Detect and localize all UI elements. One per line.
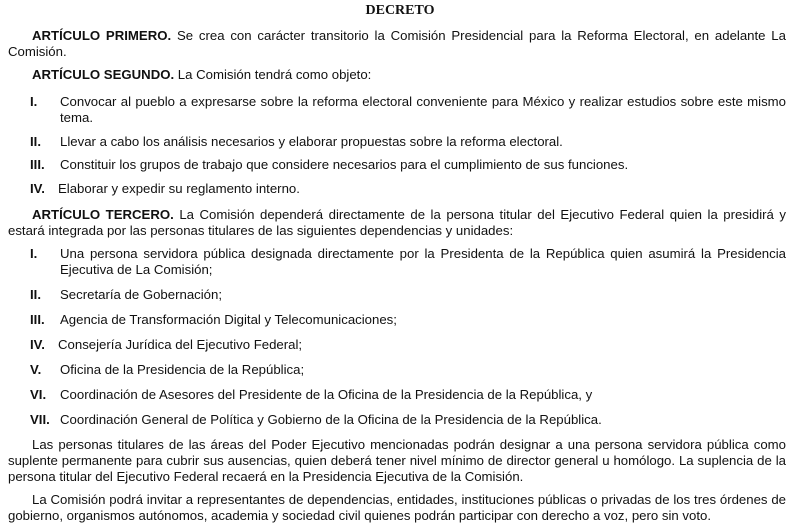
list-item-number: III. — [30, 312, 45, 327]
list-item-number: I. — [30, 246, 38, 261]
article-first-text: Se crea con carácter transitorio la Comisión Presidencial para la Reforma Electoral, en adelante La Comisión. — [8, 28, 786, 59]
list-item-number: VI. — [30, 387, 47, 402]
list-item-text: Coordinación General de Política y Gobierno de la Oficina de la Presidencia de la República. — [60, 412, 602, 427]
list-item-text: Consejería Jurídica del Ejecutivo Federal; — [58, 337, 303, 352]
paragraph-invitations: La Comisión podrá invitar a representantes de dependencias, entidades, instituciones públicas o privadas de los tres órdenes de gobierno, organismos autónomos, academia y sociedad civil quienes podrán participar con derecho a voz, pero sin voto. — [8, 492, 786, 523]
article-first — [8, 28, 786, 60]
list-item-number: III. — [30, 157, 45, 172]
article-third-text: La Comisión dependerá directamente de la persona titular del Ejecutivo Federal quien la presidirá y estará integrada por las personas titulares de las siguientes dependencias y unidades: — [8, 207, 786, 238]
article-first-heading: ARTÍCULO PRIMERO. — [32, 28, 172, 43]
list-item-number: VII. — [30, 412, 50, 427]
list-item-text: Coordinación de Asesores del Presidente de la Oficina de la Presidencia de la República, y — [60, 387, 593, 402]
list-item-number: II. — [30, 134, 41, 149]
list-item-text: Convocar al pueblo a expresarse sobre la reforma electoral conveniente para México y realizar estudios sobre este mismo tema. — [60, 94, 786, 125]
article-third-heading: ARTÍCULO TERCERO. — [32, 207, 174, 222]
list-item-number: V. — [30, 362, 42, 377]
list-item-number: I. — [30, 94, 38, 109]
article-second — [8, 67, 786, 83]
list-item-number: II. — [30, 287, 41, 302]
list-item-text: Oficina de la Presidencia de la República; — [60, 362, 305, 377]
list-item-number: IV. — [30, 181, 45, 196]
list-item-text: Secretaría de Gobernación; — [60, 287, 223, 302]
article-second-text: La Comisión tendrá como objeto: — [174, 67, 372, 82]
list-item-text: Agencia de Transformación Digital y Telecomunicaciones; — [60, 312, 397, 327]
article-second-heading: ARTÍCULO SEGUNDO. — [32, 67, 175, 82]
list-item-text: Elaborar y expedir su reglamento interno. — [58, 181, 300, 196]
paragraph-substitutes: Las personas titulares de las áreas del Poder Ejecutivo mencionadas podrán designar a una persona servidora pública como suplente permanente para cubrir sus ausencias, quien deberá tener nivel mínimo de director general u homólogo. La suplencia de la persona titular del Ejecutivo Federal recaerá en la Presidencia Ejecutiva de la Comisión. — [8, 437, 786, 484]
document-title: DECRETO — [365, 3, 435, 18]
list-item-text: Una persona servidora pública designada directamente por la Presidenta de la República quien asumirá la Presidencia Ejecutiva de La Comisión; — [60, 246, 786, 277]
list-item-text: Llevar a cabo los análisis necesarios y elaborar propuestas sobre la reforma electoral. — [60, 134, 563, 149]
list-item-text: Constituir los grupos de trabajo que considere necesarios para el cumplimiento de sus funciones. — [60, 157, 629, 172]
article-third — [8, 207, 786, 239]
list-item-number: IV. — [30, 337, 45, 352]
